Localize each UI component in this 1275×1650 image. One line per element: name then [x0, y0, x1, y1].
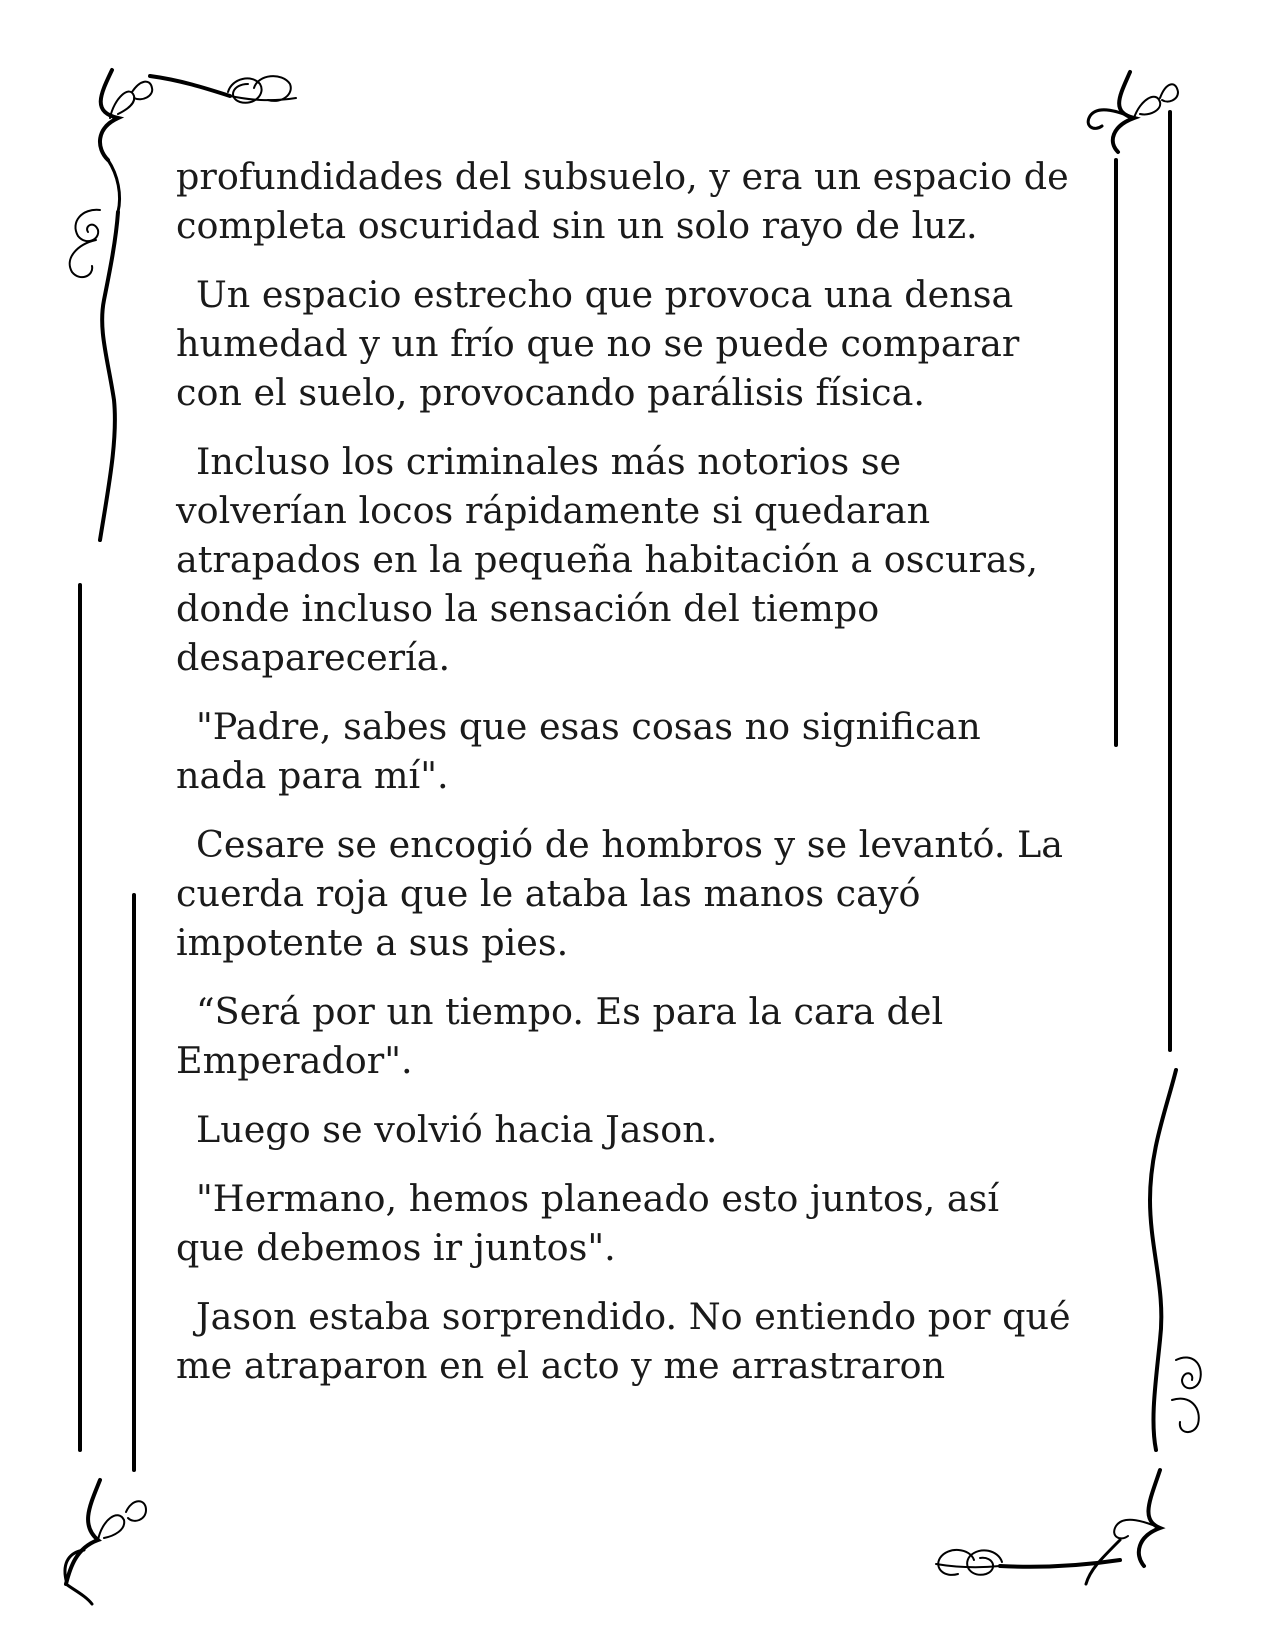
- paragraph: Luego se volvió hacia Jason.: [196, 1108, 718, 1151]
- paragraph: Jason estaba sorprendido. No entiendo por qué me atraparon en el acto y me arrastraron: [176, 1295, 1071, 1387]
- flourish-bottom-left: [65, 1480, 146, 1604]
- body-text: [176, 152, 1076, 1410]
- flourish-top-right: [1088, 72, 1178, 152]
- paragraph: "Padre, sabes que esas cosas no significan nada para mí".: [176, 705, 981, 797]
- paragraph: Cesare se encogió de hombros y se levantó. La cuerda roja que le ataba las manos cayó impotente a sus pies.: [176, 823, 1064, 964]
- paragraph: profundidades del subsuelo, y era un espacio de completa oscuridad sin un solo rayo de luz.: [176, 155, 1069, 247]
- paragraph: “Será por un tiempo. Es para la cara del Emperador".: [176, 990, 944, 1082]
- paragraph: Un espacio estrecho que provoca una densa humedad y un frío que no se puede comparar con el suelo, provocando parálisis física.: [176, 273, 1020, 414]
- paragraph: Incluso los criminales más notorios se volverían locos rápidamente si quedaran atrapados en la pequeña habitación a oscuras, donde incluso la sensación del tiempo desaparecería.: [176, 440, 1038, 679]
- paragraph: "Hermano, hemos planeado esto juntos, así que debemos ir juntos".: [176, 1177, 1000, 1269]
